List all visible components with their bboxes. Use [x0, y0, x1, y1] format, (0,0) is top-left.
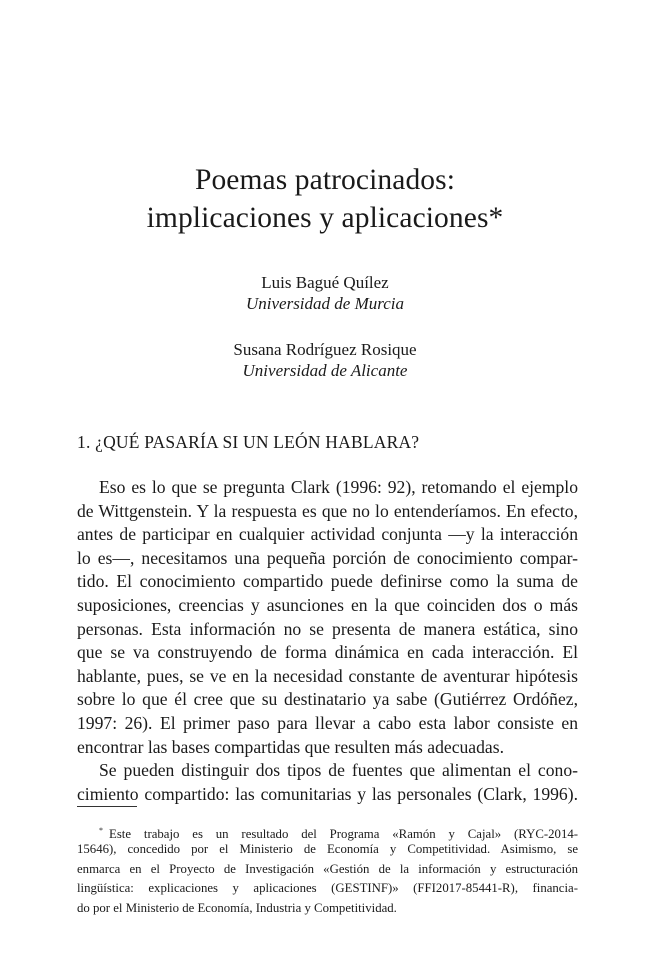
- author-name: Susana Rodríguez Rosique: [233, 340, 417, 359]
- author-affiliation: Universidad de Murcia: [245, 294, 404, 313]
- body-line: de Wittgenstein. Y la respuesta es que no lo entenderíamos. En efecto,: [77, 501, 578, 521]
- body-line: cimiento compartido: las comunitarias y las personales (Clark, 1996).: [77, 784, 578, 804]
- body-line: que se va construyendo de forma dinámica en cada interacción. El: [77, 642, 578, 662]
- body-line: sobre lo que él cree que su destinatario ya sabe (Gutiérrez Ordóñez,: [77, 689, 578, 709]
- body-line: antes de participar en cualquier actividad conjunta —y la interacción: [77, 524, 578, 544]
- author-affiliation: Universidad de Alicante: [242, 361, 408, 380]
- section-heading: 1. ¿QUÉ PASARÍA SI UN LEÓN HABLARA?: [77, 432, 420, 452]
- paper-title-line-1: Poemas patrocinados:: [194, 164, 456, 196]
- body-line: encontrar las bases compartidas que resulten más adecuadas.: [77, 737, 504, 757]
- paper-title-line-2: implicaciones y aplicaciones*: [146, 202, 504, 234]
- body-line: personas. Esta información no se presenta de manera estática, sino: [77, 619, 578, 639]
- footnote-mark: *: [99, 826, 103, 835]
- body-line: Se pueden distinguir dos tipos de fuentes que alimentan el cono-: [99, 760, 578, 780]
- body-line: tido. El conocimiento compartido puede definirse como la suma de: [77, 571, 578, 591]
- body-line: lo es—, necesitamos una pequeña porción de conocimiento compar-: [77, 548, 578, 568]
- footnote-text: Este trabajo es un resultado del Programa «Ramón y Cajal» (RYC-2014-: [109, 827, 578, 841]
- body-line: Eso es lo que se pregunta Clark (1996: 92), retomando el ejemplo: [99, 477, 578, 497]
- footnote-separator: [77, 806, 137, 807]
- footnote-line: enmarca en el Proyecto de Investigación «Gestión de la información y estructuración: [77, 862, 578, 876]
- body-line: suposiciones, creencias y asunciones en la que coinciden dos o más: [77, 595, 578, 615]
- author-name: Luis Bagué Quílez: [261, 273, 389, 292]
- body-line: 1997: 26). El primer paso para llevar a cabo esta labor consiste en: [77, 713, 578, 733]
- footnote-line: 15646), concedido por el Ministerio de Economía y Competitividad. Asimismo, se: [77, 842, 578, 856]
- body-line: hablante, pues, se ve en la necesidad constante de aventurar hipótesis: [77, 666, 578, 686]
- footnote-line: do por el Ministerio de Economía, Industria y Competitividad.: [77, 901, 397, 915]
- footnote-line: lingüística: explicaciones y aplicaciones (GESTINF)» (FFI2017-85441-R), financia-: [77, 881, 578, 895]
